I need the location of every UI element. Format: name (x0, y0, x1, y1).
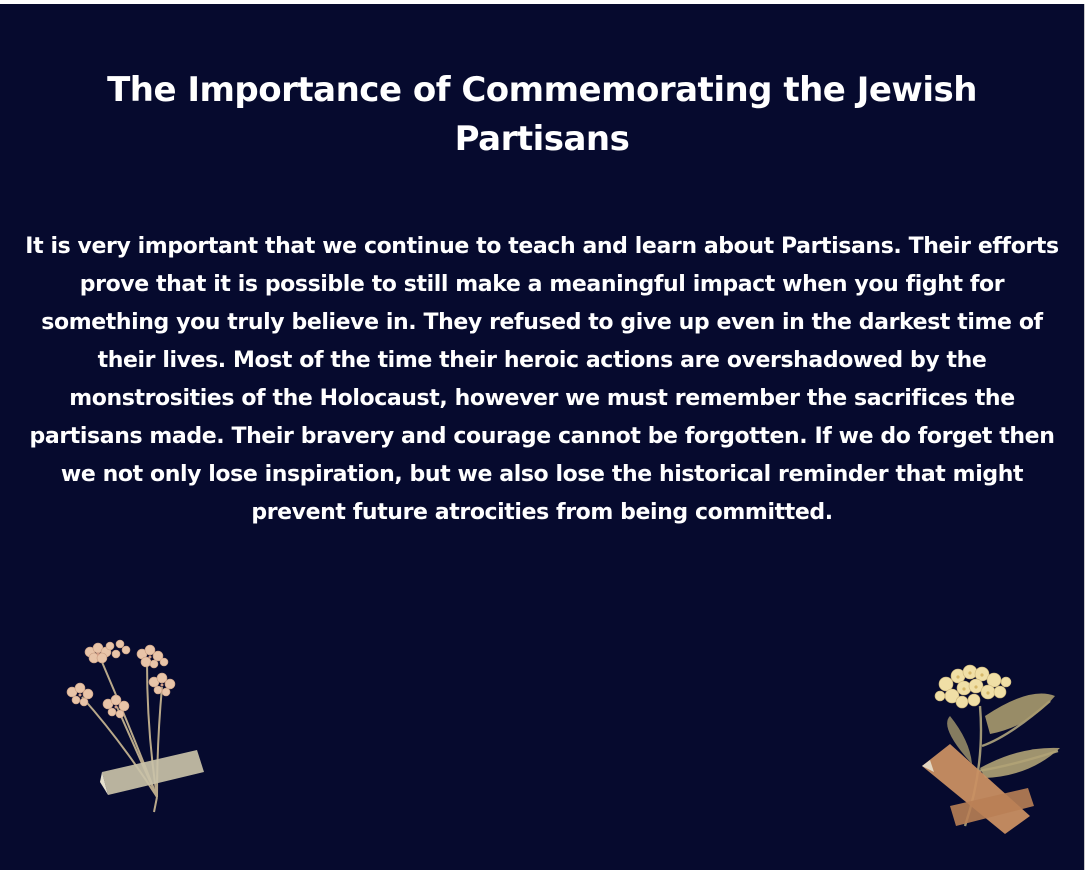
slide-title: The Importance of Commemorating the Jewish Partisans (107, 70, 977, 159)
slide-body-text: It is very important that we continue to teach and learn about Partisans. Their efforts prove that it is possible to still make a meaningful impact when you fight for something you truly believe in. They refused to give up even in the darkest time of their lives. Most of the time their heroic actions are overshadowed by the monstrosities of the Holocaust, however we must remember the sacrifices the partisans made. Their bravery and courage cannot be forgotten. If we do forget then we not only lose inspiration, but we also lose the historical reminder that might prevent future atrocities from being committed. (25, 234, 1059, 525)
pressed-flower-left-icon (62, 632, 212, 817)
slide-canvas (0, 4, 1085, 870)
pressed-flower-right-icon (910, 656, 1070, 836)
